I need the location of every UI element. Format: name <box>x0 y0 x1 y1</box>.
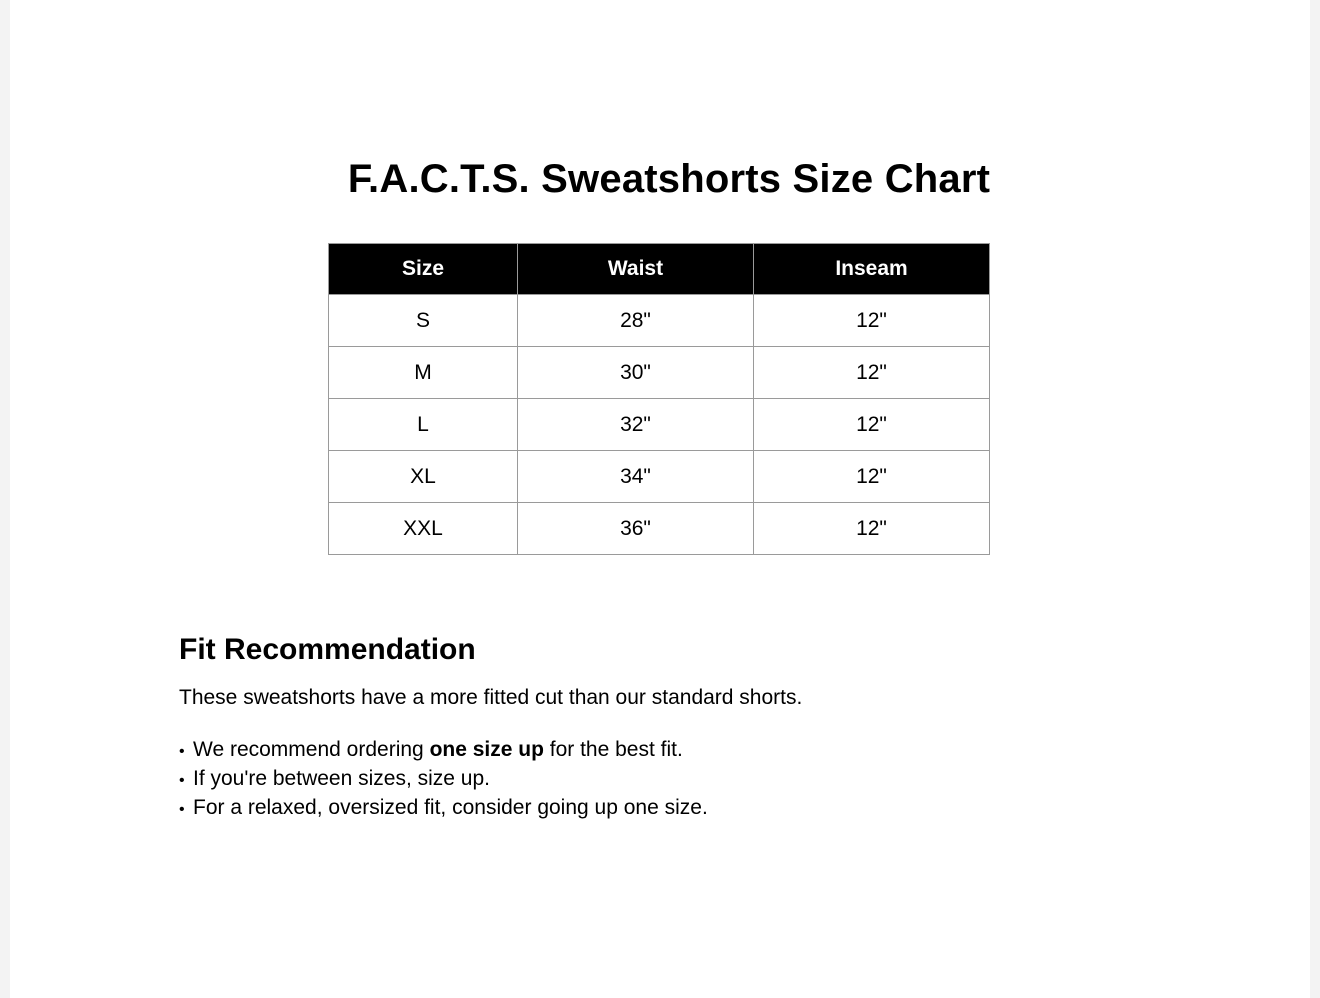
cell-size: M <box>329 347 518 399</box>
table-row <box>329 399 990 451</box>
page-title: F.A.C.T.S. Sweatshorts Size Chart <box>347 157 991 201</box>
header-inseam: Inseam <box>754 244 990 295</box>
cell-waist: 30" <box>518 347 754 399</box>
table-row <box>329 451 990 503</box>
table-header-row <box>329 244 990 295</box>
fit-recommendation-list <box>179 736 708 823</box>
bullet3-text: For a relaxed, oversized fit, consider going up one size. <box>193 796 708 819</box>
cell-size: S <box>329 295 518 347</box>
cell-inseam: 12" <box>754 347 990 399</box>
list-item <box>179 794 708 823</box>
header-waist: Waist <box>518 244 754 295</box>
bullet2-text: If you're between sizes, size up. <box>193 767 490 790</box>
list-item <box>179 736 708 765</box>
cell-inseam: 12" <box>754 503 990 555</box>
cell-inseam: 12" <box>754 399 990 451</box>
cell-waist: 32" <box>518 399 754 451</box>
header-size: Size <box>329 244 518 295</box>
size-chart-table <box>328 243 990 555</box>
bullet1-text-bold: one size up <box>429 738 544 761</box>
fit-recommendation-heading: Fit Recommendation <box>179 633 476 666</box>
table-row <box>329 347 990 399</box>
fit-intro-text: These sweatshorts have a more fitted cut than our standard shorts. <box>179 686 803 709</box>
table-row <box>329 295 990 347</box>
bullet1-text-post: for the best fit. <box>543 738 683 761</box>
document-page <box>10 0 1310 998</box>
cell-waist: 28" <box>518 295 754 347</box>
table-row <box>329 503 990 555</box>
cell-inseam: 12" <box>754 295 990 347</box>
bullet1-text-pre: We recommend ordering <box>193 738 430 761</box>
cell-size: L <box>329 399 518 451</box>
cell-waist: 34" <box>518 451 754 503</box>
cell-size: XXL <box>329 503 518 555</box>
cell-size: XL <box>329 451 518 503</box>
cell-inseam: 12" <box>754 451 990 503</box>
list-item <box>179 765 708 794</box>
cell-waist: 36" <box>518 503 754 555</box>
